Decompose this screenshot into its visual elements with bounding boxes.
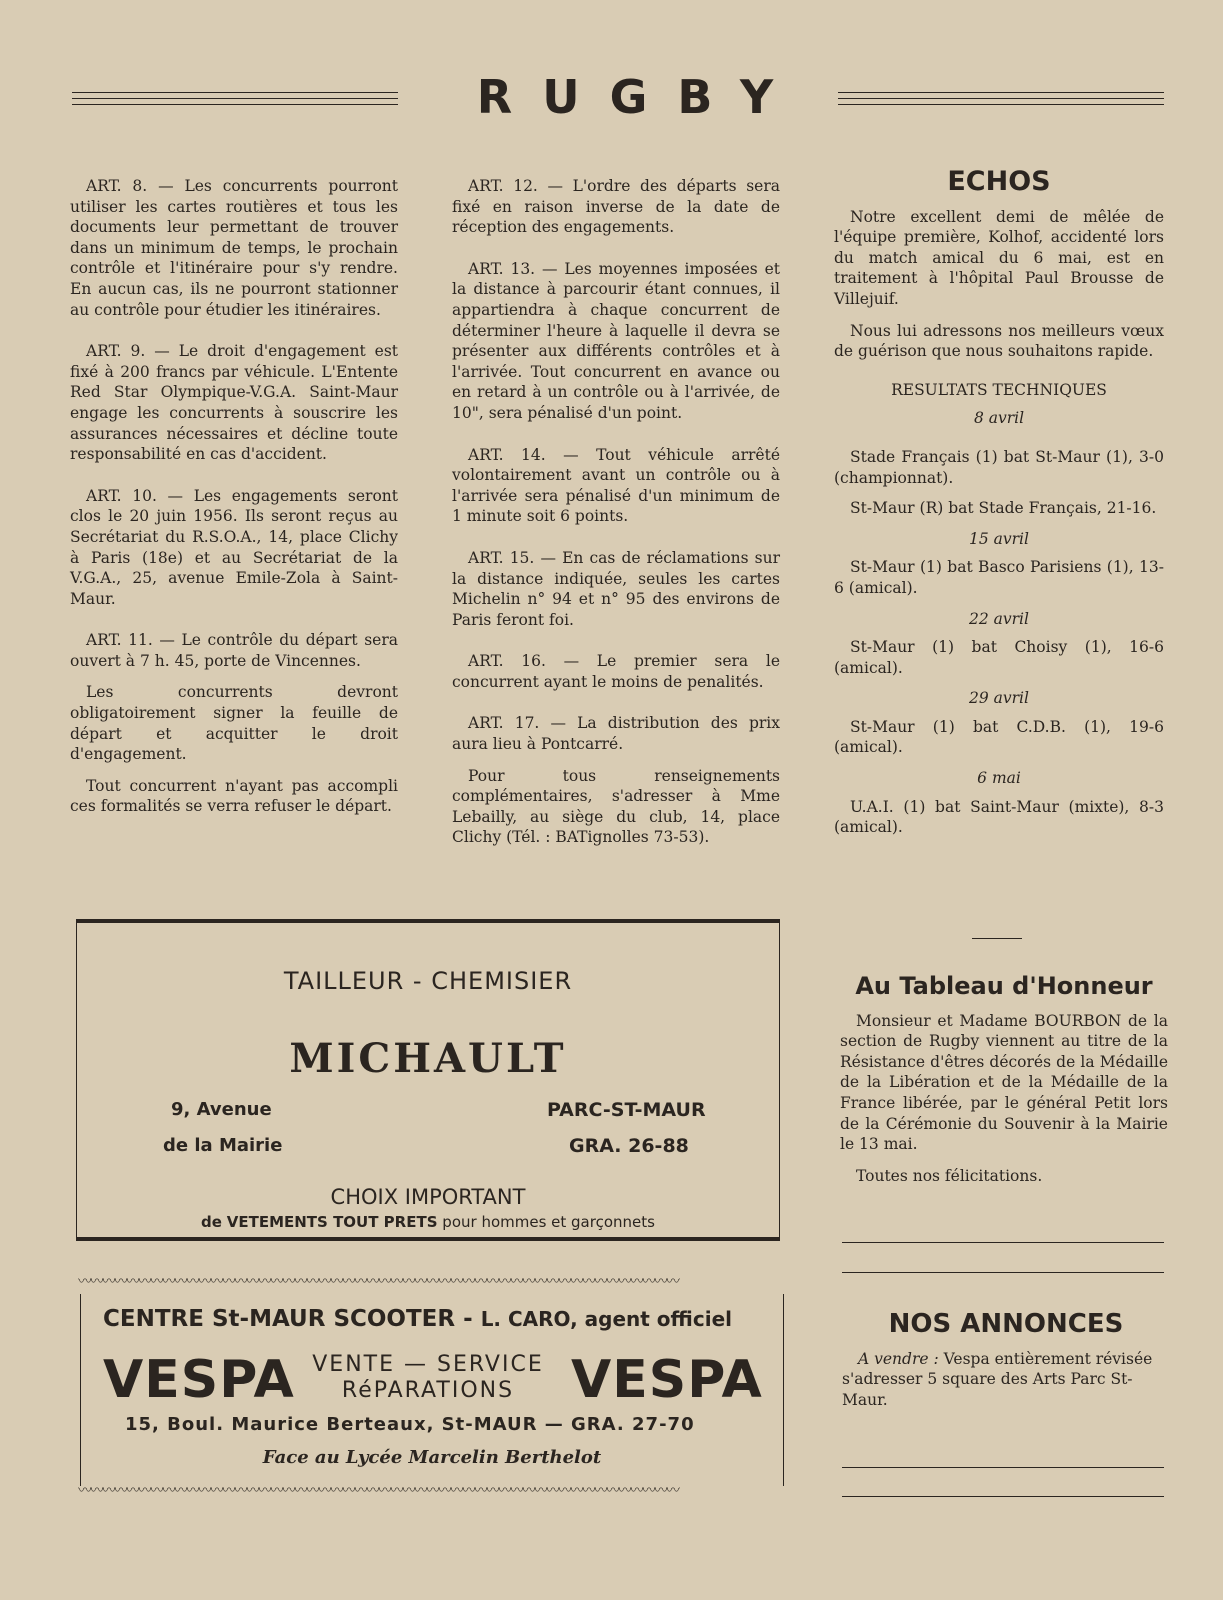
ad-michault-address-2: de la Mairie	[163, 1135, 283, 1156]
ad-michault	[76, 919, 780, 1241]
divider-line	[842, 1242, 1164, 1243]
article-11: ART. 11. — Le contrôle du départ sera ouvert à 7 h. 45, porte de Vincennes.	[70, 631, 398, 670]
ad-michault-tagline: TAILLEUR - CHEMISIER	[283, 967, 573, 995]
echos-paragraph-2: Nous lui adressons nos meilleurs vœux de guérison que nous souhaitons rapide.	[834, 321, 1164, 361]
results-date-6-mai: 6 mai	[977, 769, 1021, 788]
article-11-formalities: Tout concurrent n'ayant pas accompli ces formalités se verra refuser le départ.	[70, 776, 398, 816]
results-date-22-avril: 22 avril	[969, 609, 1029, 628]
result-line: St-Maur (1) bat Basco Parisiens (1), 13-6 (amical).	[834, 558, 1164, 597]
ad-michault-city: PARC-ST-MAUR	[547, 1099, 706, 1121]
ad-vespa-dash: -	[463, 1306, 473, 1332]
divider-line	[842, 1467, 1164, 1468]
section-divider	[972, 938, 1022, 939]
ad-michault-vet-bold: VETEMENTS TOUT PRETS	[226, 1213, 438, 1231]
masthead-rule-left-top	[72, 92, 398, 93]
annonce-item	[842, 1349, 1170, 1411]
article-13: ART. 13. — Les moyennes imposées et la distance à parcourir étant connues, il appartiendra à chaque concurrent de déterminer l'heure à laquelle il devra se présenter aux différents contrôles et à l'arrivée. Tout concurrent en avance ou en retard à un contrôle ou à l'arrivée, de 10", sera pénalisé d'un point.	[452, 259, 780, 422]
echos-title: ECHOS	[947, 166, 1051, 197]
masthead-rule-left-mid	[72, 98, 398, 99]
article-11-signature: Les concurrents devront obligatoirement signer la feuille de départ et acquitter le droit d'engagement.	[70, 683, 398, 764]
annonce-label: A vendre :	[858, 1349, 939, 1368]
annonces-title: NOS ANNONCES	[888, 1309, 1124, 1339]
echos-paragraph-1: Notre excellent demi de mêlée de l'équipe première, Kolhof, accidenté lors du match amical du 6 mai, est en traitement à l'hôpital Paul Brousse de Villejuif.	[834, 207, 1164, 308]
result-line: St-Maur (R) bat Stade Français, 21-16.	[850, 499, 1157, 518]
ad-vespa-face: Face au Lycée Marcelin Berthelot	[262, 1447, 602, 1468]
ad-michault-name: MICHAULT	[289, 1035, 567, 1082]
masthead-rule-right-bottom	[838, 104, 1164, 105]
article-12: ART. 12. — L'ordre des départs sera fixé en raison inverse de la date de réception des engagements.	[452, 177, 780, 237]
honneur-congrats: Toutes nos félicitations.	[856, 1166, 1043, 1185]
ad-vespa	[80, 1294, 784, 1486]
result-line: Stade Français (1) bat St-Maur (1), 3-0 (championnat).	[834, 447, 1164, 487]
ad-vespa-brand-left: VESPA	[103, 1350, 295, 1410]
ad-vespa-border-top: 〰〰〰〰〰〰〰〰〰〰〰〰〰〰〰〰〰〰〰〰〰〰〰〰〰〰〰〰〰〰〰〰〰〰〰〰〰〰〰〰〰〰〰〰〰〰〰〰〰〰	[78, 1277, 678, 1287]
results-title: RESULTATS TECHNIQUES	[891, 380, 1107, 399]
result-line: St-Maur (1) bat C.D.B. (1), 19-6 (amical).	[834, 717, 1164, 757]
masthead-rule-right-mid	[838, 98, 1164, 99]
ad-vespa-services	[293, 1352, 563, 1404]
divider-line	[842, 1496, 1164, 1497]
ad-michault-phone: GRA. 26-88	[569, 1135, 689, 1157]
ad-michault-choix: CHOIX IMPORTANT	[330, 1185, 526, 1209]
ad-vespa-border-bottom: 〰〰〰〰〰〰〰〰〰〰〰〰〰〰〰〰〰〰〰〰〰〰〰〰〰〰〰〰〰〰〰〰〰〰〰〰〰〰〰〰〰〰〰〰〰〰〰〰〰〰	[78, 1486, 678, 1496]
ad-vespa-header	[103, 1306, 732, 1332]
left-column	[70, 176, 398, 838]
ad-vespa-centre: CENTRE St-MAUR SCOOTER	[103, 1306, 456, 1332]
result-line: U.A.I. (1) bat Saint-Maur (mixte), 8-3 (amical).	[834, 797, 1164, 837]
results-date-15-avril: 15 avril	[969, 529, 1029, 548]
article-14: ART. 14. — Tout véhicule arrêté volontairement avant un contrôle ou à l'arrivée sera pénalisé d'un minimum de 1 minute soit 6 points.	[452, 445, 780, 526]
ad-vespa-agent: L. CARO, agent officiel	[480, 1307, 732, 1331]
masthead-rule-right-top	[838, 92, 1164, 93]
ad-michault-address-1: 9, Avenue	[171, 1099, 272, 1120]
ad-michault-vet-suffix: pour hommes et garçonnets	[442, 1213, 655, 1231]
ad-vespa-services-2: RéPARATIONS	[341, 1378, 515, 1403]
ad-michault-vet-prefix: de	[201, 1213, 222, 1231]
divider-line	[842, 1272, 1164, 1273]
article-9: ART. 9. — Le droit d'engagement est fixé à 200 francs par véhicule. L'Entente Red Star Olympique-V.G.A. Saint-Maur engage les concurrents à souscrire les assurances nécessaires et décline toute responsabilité en cas d'accident.	[70, 342, 398, 464]
echos-section	[834, 166, 1164, 848]
article-17: ART. 17. — La distribution des prix aura lieu à Pontcarré.	[452, 714, 780, 754]
article-15: ART. 15. — En cas de réclamations sur la distance indiquée, seules les cartes Michelin n° 94 et n° 95 des environs de Paris feront foi.	[452, 548, 780, 629]
annonce-text: Vespa entièrement révisée s'adresser 5 square des Arts Parc St-Maur.	[842, 1349, 1153, 1409]
honneur-section	[840, 972, 1168, 1197]
ad-vespa-address: 15, Boul. Maurice Berteaux, St-MAUR — GRA. 27-70	[125, 1414, 695, 1435]
article-10: ART. 10. — Les engagements seront clos le 20 juin 1956. Ils seront reçus au Secrétariat du R.S.O.A., 14, place Clichy à Paris (18e) et au Secrétariat de la V.G.A., 25, avenue Emile-Zola à Saint-Maur.	[70, 486, 398, 608]
ad-vespa-brand-right: VESPA	[571, 1350, 763, 1410]
renseignements: Pour tous renseignements complémentaires, s'adresser à Mme Lebailly, au siège du club, 14, place Clichy (Tél. : BATignolles 73-53).	[452, 766, 780, 847]
results-date-29-avril: 29 avril	[969, 689, 1029, 708]
honneur-title: Au Tableau d'Honneur	[855, 972, 1153, 1000]
results-date-8-avril: 8 avril	[973, 409, 1025, 428]
masthead-rule-left-bottom	[72, 104, 398, 105]
middle-column	[452, 176, 780, 869]
article-8: ART. 8. — Les concurrents pourront utiliser les cartes routières et tous les documents leur permettant de trouver dans un minimum de temps, le prochain contrôle et l'itinéraire pour s'y rendre. En aucun cas, ils ne pourront stationner au contrôle pour étudier les itinéraires.	[70, 177, 398, 319]
masthead-title: RUGBY	[476, 70, 804, 124]
annonces-section	[842, 1309, 1170, 1410]
result-line: St-Maur (1) bat Choisy (1), 16-6 (amical).	[834, 638, 1164, 677]
ad-vespa-services-1: VENTE — SERVICE	[312, 1352, 544, 1377]
article-16: ART. 16. — Le premier sera le concurrent ayant le moins de penalités.	[452, 652, 780, 691]
honneur-paragraph: Monsieur et Madame BOURBON de la section de Rugby viennent au titre de la Résistance d'êtres décorés de la Médaille de la Libération et de la Médaille de la France libérée, par le général Petit lors de la Cérémonie du Souvenir à la Mairie le 13 mai.	[840, 1011, 1168, 1154]
ad-michault-vetements	[77, 1213, 779, 1231]
